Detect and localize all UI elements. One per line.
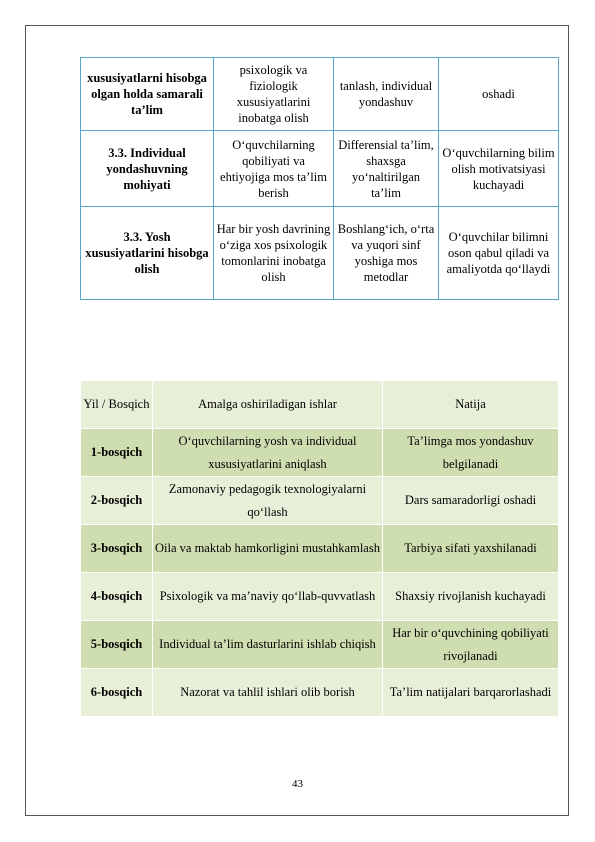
- table-cell: O‘quvchilarning bilim olish motivatsiyasi kuchayadi: [439, 131, 559, 207]
- table-row: [81, 573, 559, 621]
- table-row: [81, 429, 559, 477]
- column-header: Yil / Bosqich: [81, 381, 153, 429]
- table-cell: Dars samaradorligi oshadi: [383, 477, 559, 525]
- column-header: Amalga oshiriladigan ishlar: [153, 381, 383, 429]
- table-row: [81, 525, 559, 573]
- table-cell: Boshlang‘ich, o‘rta va yuqori sinf yoshiga mos metodlar: [334, 207, 439, 300]
- table-row: [81, 58, 559, 131]
- table-row: [81, 477, 559, 525]
- table-cell: Tarbiya sifati yaxshilanadi: [383, 525, 559, 573]
- table-cell: oshadi: [439, 58, 559, 131]
- table-cell: Har bir yosh davrining o‘ziga xos psixologik tomonlarini inobatga olish: [214, 207, 334, 300]
- methods-table: [80, 57, 559, 300]
- table-cell: Individual ta’lim dasturlarini ishlab chiqish: [153, 621, 383, 669]
- stage-label: 3-bosqich: [81, 525, 153, 573]
- stage-label: 1-bosqich: [81, 429, 153, 477]
- row-heading: xususiyatlarni hisobga olgan holda samarali ta’lim: [81, 58, 214, 131]
- table-row: [81, 669, 559, 717]
- table-cell: Ta’limga mos yondashuv belgilanadi: [383, 429, 559, 477]
- table-cell: Shaxsiy rivojlanish kuchayadi: [383, 573, 559, 621]
- stages-table: [80, 380, 559, 717]
- table-cell: Zamonaviy pedagogik texnologiyalarni qo‘llash: [153, 477, 383, 525]
- page-number: 43: [292, 778, 303, 790]
- table-cell: Nazorat va tahlil ishlari olib borish: [153, 669, 383, 717]
- table-cell: Ta’lim natijalari barqarorlashadi: [383, 669, 559, 717]
- table-row: [81, 621, 559, 669]
- stage-label: 4-bosqich: [81, 573, 153, 621]
- table-header-row: [81, 381, 559, 429]
- table-cell: O‘quvchilarning qobiliyati va ehtiyojiga mos ta’lim berish: [214, 131, 334, 207]
- table-cell: O‘quvchilar bilimni oson qabul qiladi va amaliyotda qo‘llaydi: [439, 207, 559, 300]
- stage-label: 6-bosqich: [81, 669, 153, 717]
- table-row: [81, 207, 559, 300]
- table-cell: tanlash, individual yondashuv: [334, 58, 439, 131]
- stage-label: 2-bosqich: [81, 477, 153, 525]
- stage-label: 5-bosqich: [81, 621, 153, 669]
- table-cell: O‘quvchilarning yosh va individual xususiyatlarini aniqlash: [153, 429, 383, 477]
- table-cell: psixologik va fiziologik xususiyatlarini inobatga olish: [214, 58, 334, 131]
- column-header: Natija: [383, 381, 559, 429]
- table-cell: Psixologik va ma’naviy qo‘llab-quvvatlash: [153, 573, 383, 621]
- table-cell: Differensial ta’lim, shaxsga yo‘naltirilgan ta’lim: [334, 131, 439, 207]
- row-heading: 3.3. Yosh xususiyatlarini hisobga olish: [81, 207, 214, 300]
- table-cell: Har bir o‘quvchining qobiliyati rivojlanadi: [383, 621, 559, 669]
- row-heading: 3.3. Individual yondashuvning mohiyati: [81, 131, 214, 207]
- table-cell: Oila va maktab hamkorligini mustahkamlash: [153, 525, 383, 573]
- table-row: [81, 131, 559, 207]
